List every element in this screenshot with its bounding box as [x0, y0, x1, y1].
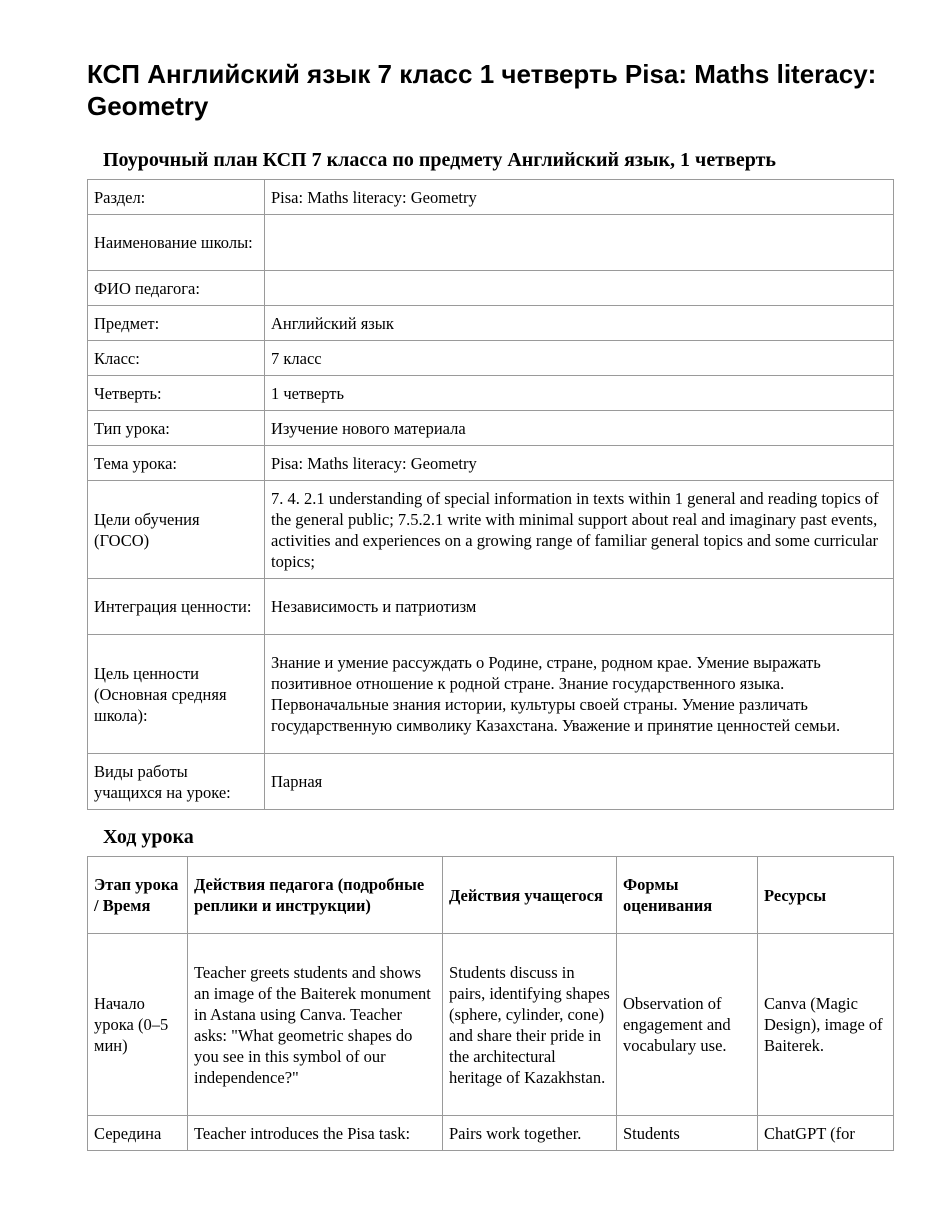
assessment-cell: Students [617, 1116, 758, 1151]
info-value: Английский язык [265, 306, 894, 341]
document-title: КСП Английский язык 7 класс 1 четверть Pisa: Maths literacy: Geometry [87, 59, 877, 121]
student-actions-cell: Pairs work together. [443, 1116, 617, 1151]
info-row-grade [88, 341, 894, 376]
column-header-student-actions: Действия учащегося [443, 857, 617, 934]
column-header-assessment: Формы оценивания [617, 857, 758, 934]
info-row-learning-objectives [88, 481, 894, 579]
resources-cell: Canva (Magic Design), image of Baiterek. [758, 934, 894, 1116]
info-row-school [88, 215, 894, 271]
info-label: Класс: [88, 341, 265, 376]
info-label: Предмет: [88, 306, 265, 341]
info-row-work-types [88, 754, 894, 810]
column-header-resources: Ресурсы [758, 857, 894, 934]
info-row-lesson-topic [88, 446, 894, 481]
info-label: Раздел: [88, 180, 265, 215]
stage-cell: Середина [88, 1116, 188, 1151]
info-label: Наименование школы: [88, 215, 265, 271]
info-row-teacher [88, 271, 894, 306]
column-header-teacher-actions: Действия педагога (подробные реплики и инструкции) [188, 857, 443, 934]
lesson-course-table [87, 856, 894, 1151]
info-label: Тип урока: [88, 411, 265, 446]
info-value: Pisa: Maths literacy: Geometry [265, 446, 894, 481]
info-row-subject [88, 306, 894, 341]
info-row-lesson-type [88, 411, 894, 446]
info-row-section [88, 180, 894, 215]
info-row-quarter [88, 376, 894, 411]
assessment-cell: Observation of engagement and vocabulary use. [617, 934, 758, 1116]
column-header-stage: Этап урока / Время [88, 857, 188, 934]
info-value [265, 215, 894, 271]
info-value: Изучение нового материала [265, 411, 894, 446]
info-label: Виды работы учащихся на уроке: [88, 754, 265, 810]
info-value: Pisa: Maths literacy: Geometry [265, 180, 894, 215]
info-label: Цель ценности (Основная средняя школа): [88, 635, 265, 754]
info-label: Цели обучения (ГОСО) [88, 481, 265, 579]
info-label: Интеграция ценности: [88, 579, 265, 635]
student-actions-cell: Students discuss in pairs, identifying shapes (sphere, cylinder, cone) and share their pride in the architectural heritage of Kazakhstan. [443, 934, 617, 1116]
info-label: Четверть: [88, 376, 265, 411]
info-value: 7. 4. 2.1 understanding of special information in texts within 1 general and reading topics of the general public; 7.5.2.1 write with minimal support about real and imaginary past events, activities and experiences on a growing range of familiar general topics and some curricular topics; [265, 481, 894, 579]
info-label: Тема урока: [88, 446, 265, 481]
resources-cell: ChatGPT (for [758, 1116, 894, 1151]
info-value [265, 271, 894, 306]
plan-subtitle: Поурочный план КСП 7 класса по предмету Английский язык, 1 четверть [103, 149, 776, 171]
lesson-course-heading: Ход урока [103, 826, 194, 848]
info-value: Парная [265, 754, 894, 810]
lesson-row [88, 1116, 894, 1151]
lesson-header-row [88, 857, 894, 934]
teacher-actions-cell: Teacher introduces the Pisa task: [188, 1116, 443, 1151]
info-value: 7 класс [265, 341, 894, 376]
stage-cell: Начало урока (0–5 мин) [88, 934, 188, 1116]
info-row-value-goal [88, 635, 894, 754]
info-value: Знание и умение рассуждать о Родине, стране, родном крае. Умение выражать позитивное отношение к родной стране. Знание государственного языка. Первоначальные знания истории, культуры своей страны. Умение различать государственную символику Казахстана. Уважение и принятие ценностей семьи. [265, 635, 894, 754]
info-value: Независимость и патриотизм [265, 579, 894, 635]
lesson-row [88, 934, 894, 1116]
lesson-info-table [87, 179, 894, 810]
info-row-value-integration [88, 579, 894, 635]
teacher-actions-cell: Teacher greets students and shows an image of the Baiterek monument in Astana using Canva. Teacher asks: "What geometric shapes do you see in this symbol of our independence?" [188, 934, 443, 1116]
info-label: ФИО педагога: [88, 271, 265, 306]
info-value: 1 четверть [265, 376, 894, 411]
